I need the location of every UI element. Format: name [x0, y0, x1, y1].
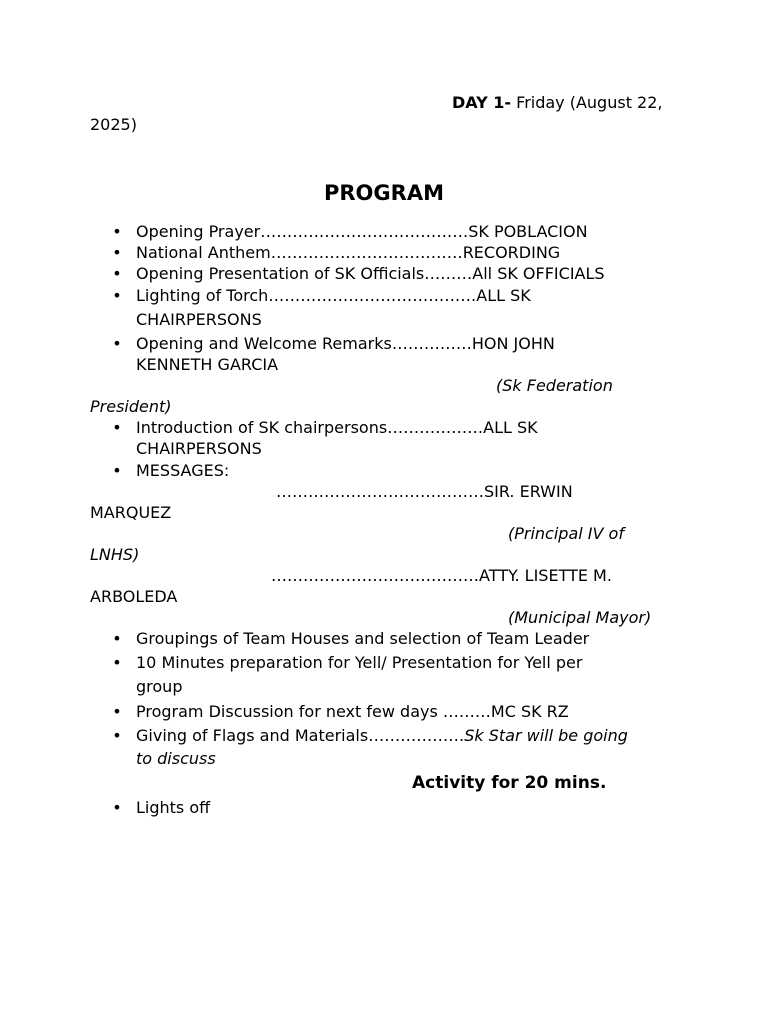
bullet-icon: • [112, 461, 122, 480]
bullet-icon: • [112, 629, 122, 648]
page-title: PROGRAM [324, 181, 444, 205]
bullet-icon: • [112, 726, 122, 745]
role-principal: (Principal IV of [508, 524, 624, 543]
bullet-icon: • [112, 798, 122, 817]
role-principal-cont: LNHS) [90, 545, 140, 564]
item-flags-text: Giving of Flags and Materials……………… [136, 726, 465, 745]
day-text: Friday (August 22, [511, 93, 663, 112]
item-flags-note-cont: to discuss [136, 749, 216, 768]
item-introduction: Introduction of SK chairpersons………………ALL SK [136, 418, 538, 437]
role-municipal-mayor: (Municipal Mayor) [508, 608, 652, 627]
message-1: …………………………………SIR. ERWIN [276, 482, 573, 501]
item-welcome-remarks-cont: KENNETH GARCIA [136, 355, 279, 374]
item-lighting-torch: Lighting of Torch…………………………………ALL SK [136, 286, 531, 305]
message-1-cont: MARQUEZ [90, 503, 172, 522]
item-flags-note: Sk Star will be going [464, 726, 628, 745]
activity-note: Activity for 20 mins. [412, 773, 607, 793]
item-lights-off: Lights off [136, 798, 211, 817]
bullet-icon: • [112, 286, 122, 305]
bullet-icon: • [112, 653, 122, 672]
bullet-icon: • [112, 264, 122, 283]
day-heading [452, 92, 663, 113]
item-preparation: 10 Minutes preparation for Yell/ Presentation for Yell per [136, 653, 583, 672]
day-year: 2025) [90, 115, 137, 134]
item-national-anthem: National Anthem………………………………RECORDING [136, 243, 561, 262]
item-groupings: Groupings of Team Houses and selection of Team Leader [136, 629, 590, 648]
day-label: DAY 1- [452, 93, 512, 112]
item-program-discussion: Program Discussion for next few days ………MC SK RZ [136, 702, 569, 721]
item-lighting-torch-cont: CHAIRPERSONS [136, 310, 262, 329]
item-opening-presentation: Opening Presentation of SK Officials………All SK OFFICIALS [136, 264, 605, 283]
bullet-icon: • [112, 334, 122, 353]
item-preparation-cont: group [136, 677, 183, 696]
message-2: …………………………………ATTY. LISETTE M. [271, 566, 612, 585]
item-messages: MESSAGES: [136, 461, 230, 480]
bullet-icon: • [112, 243, 122, 262]
bullet-icon: • [112, 222, 122, 241]
item-opening-prayer: Opening Prayer…………………………………SK POBLACION [136, 222, 588, 241]
bullet-icon: • [112, 702, 122, 721]
role-sk-federation: (Sk Federation [496, 376, 613, 395]
item-introduction-cont: CHAIRPERSONS [136, 439, 262, 458]
bullet-icon: • [112, 418, 122, 437]
message-2-cont: ARBOLEDA [90, 587, 178, 606]
item-flags [136, 725, 628, 746]
role-sk-federation-cont: President) [90, 397, 172, 416]
item-welcome-remarks: Opening and Welcome Remarks……………HON JOHN [136, 334, 555, 353]
